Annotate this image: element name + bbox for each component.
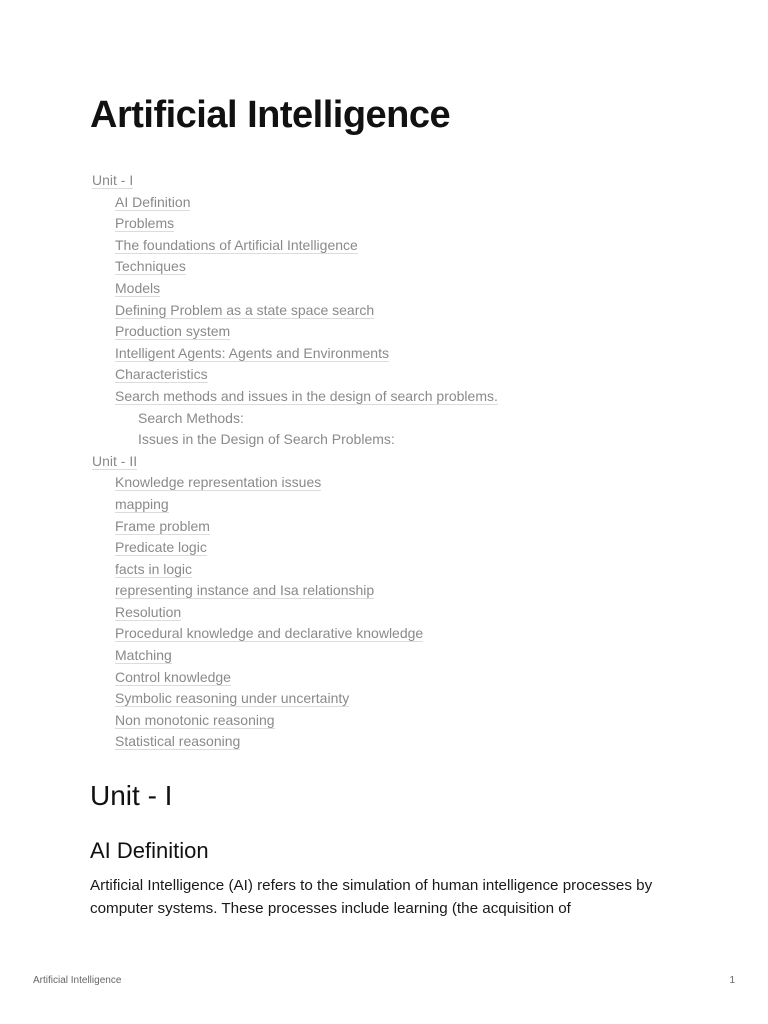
toc-item-search-methods[interactable]: Search Methods: — [138, 409, 244, 426]
toc-item-facts-in-logic[interactable]: facts in logic — [115, 560, 193, 577]
toc-item-instance-isa[interactable]: representing instance and Isa relationship — [115, 582, 375, 599]
toc-item-procedural-declarative[interactable]: Procedural knowledge and declarative knowledge — [115, 625, 424, 642]
toc-item-ai-definition[interactable]: AI Definition — [115, 193, 191, 210]
toc-item-techniques[interactable]: Techniques — [115, 258, 186, 275]
toc-item-intelligent-agents[interactable]: Intelligent Agents: Agents and Environments — [115, 344, 389, 361]
toc-item-characteristics[interactable]: Characteristics — [115, 366, 208, 383]
unit-heading: Unit - I — [90, 780, 173, 811]
toc-item-statistical-reasoning[interactable]: Statistical reasoning — [115, 733, 241, 750]
toc-item-mapping[interactable]: mapping — [115, 495, 169, 512]
toc-item-problems[interactable]: Problems — [115, 215, 175, 232]
toc-item-foundations[interactable]: The foundations of Artificial Intelligence — [115, 236, 358, 253]
toc-item-predicate-logic[interactable]: Predicate logic — [115, 539, 207, 556]
toc-item-models[interactable]: Models — [115, 279, 161, 296]
toc-item-matching[interactable]: Matching — [115, 647, 172, 664]
footer-title: Artificial Intelligence — [33, 975, 122, 986]
toc-item-symbolic-reasoning[interactable]: Symbolic reasoning under uncertainty — [115, 690, 350, 707]
toc-item-knowledge-representation[interactable]: Knowledge representation issues — [115, 474, 322, 491]
toc-item-resolution[interactable]: Resolution — [115, 603, 182, 620]
document-title: Artificial Intelligence — [90, 94, 451, 136]
body-paragraph: Artificial Intelligence (AI) refers to the simulation of human intelligence processes by computer systems. These processes include learning (the acquisition of — [90, 877, 653, 917]
toc-item-search-methods-issues[interactable]: Search methods and issues in the design of search problems. — [115, 387, 498, 404]
section-heading: AI Definition — [90, 838, 209, 863]
toc-item-control-knowledge[interactable]: Control knowledge — [115, 668, 231, 685]
page-number: 1 — [729, 975, 735, 986]
table-of-contents — [92, 170, 498, 753]
toc-item-frame-problem[interactable]: Frame problem — [115, 517, 210, 534]
toc-item-non-monotonic[interactable]: Non monotonic reasoning — [115, 711, 275, 728]
toc-item-unit-1[interactable]: Unit - I — [92, 172, 134, 188]
toc-item-production-system[interactable]: Production system — [115, 323, 231, 340]
toc-item-unit-2[interactable]: Unit - II — [92, 452, 138, 469]
toc-item-design-issues[interactable]: Issues in the Design of Search Problems: — [138, 431, 395, 448]
toc-item-state-space-search[interactable]: Defining Problem as a state space search — [115, 301, 375, 318]
